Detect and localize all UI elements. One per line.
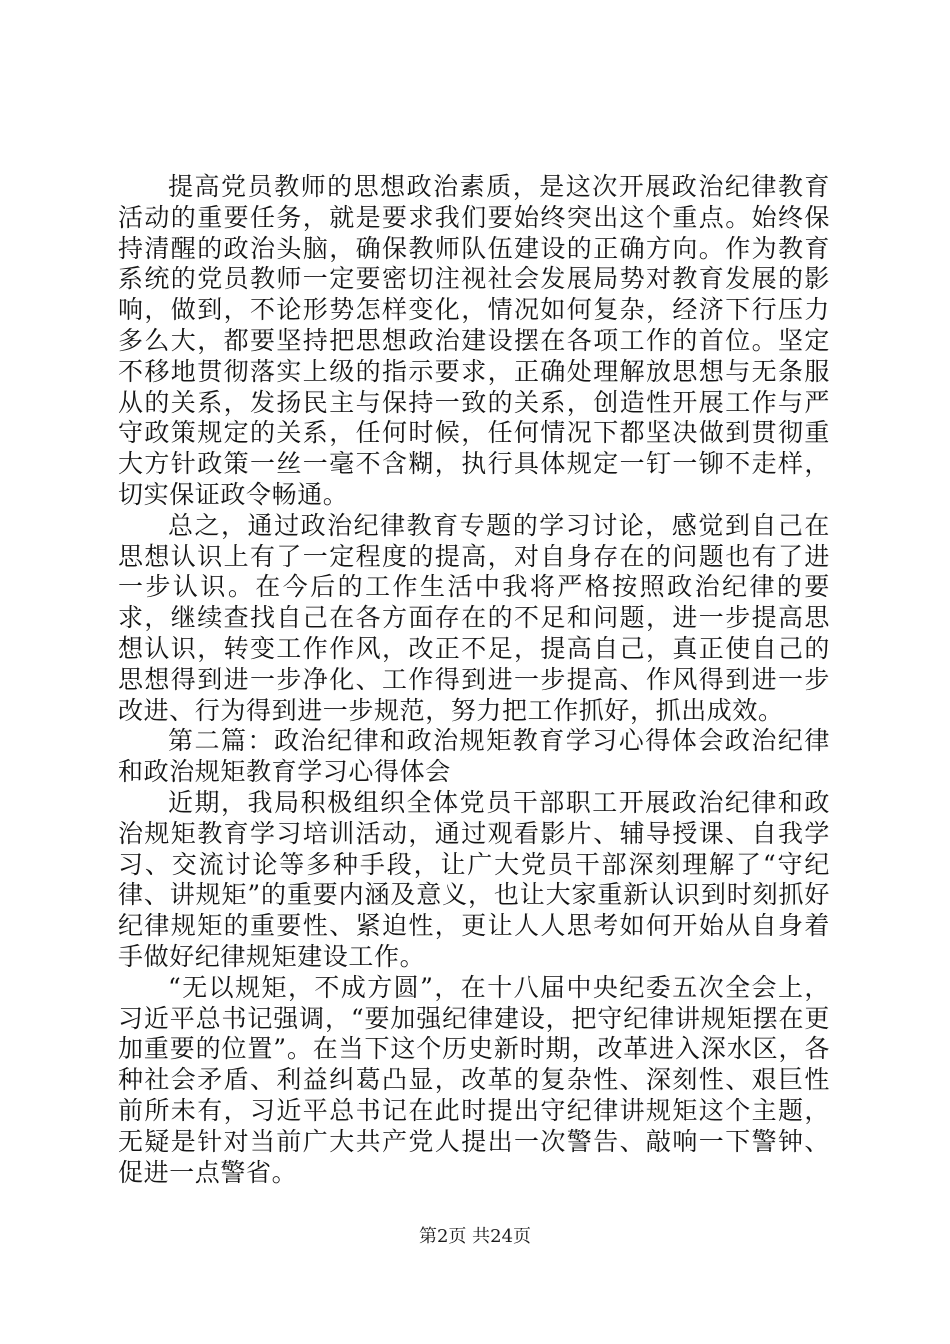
paragraph-1: 提高党员教师的思想政治素质，是这次开展政治纪律教育活动的重要任务，就是要求我们要始终突出这个重点。始终保持清醒的政治头脑，确保教师队伍建设的正确方向。作为教育系统的党员教师一定要密切注视社会发展局势对教育发展的影响，做到，不论形势怎样变化，情况如何复杂，经济下行压力多么大，都要坚持把思想政治建设摆在各项工作的首位。坚定不移地贯彻落实上级的指示要求，正确处理解放思想与无条服从的关系，发扬民主与保持一致的关系，创造性开展工作与严守政策规定的关系，任何时候，任何情况下都坚决做到贯彻重大方针政策一丝一毫不含糊，执行具体规定一钉一铆不走样，切实保证政令畅通。 <box>118 172 830 509</box>
document-body <box>118 172 830 1188</box>
section-heading-paragraph: 第二篇：政治纪律和政治规矩教育学习心得体会政治纪律和政治规矩教育学习心得体会 <box>118 726 830 787</box>
page-number-footer: 第2页 共24页 <box>418 1226 532 1247</box>
paragraph-2: 总之，通过政治纪律教育专题的学习讨论，感觉到自己在思想认识上有了一定程度的提高，对自身存在的问题也有了进一步认识。在今后的工作生活中我将严格按照政治纪律的要求，继续查找自己在各方面存在的不足和问题，进一步提高思想认识，转变工作作风，改正不足，提高自己，真正使自己的思想得到进一步净化、工作得到进一步提高、作风得到进一步改进、行为得到进一步规范，努力把工作抓好，抓出成效。 <box>118 510 830 725</box>
paragraph-5: “无以规矩，不成方圆”，在十八届中央纪委五次全会上，习近平总书记强调，“要加强纪律建设，把守纪律讲规矩摆在更加重要的位置”。在当下这个历史新时期，改革进入深水区，各种社会矛盾、利益纠葛凸显，改革的复杂性、深刻性、艰巨性前所未有，习近平总书记在此时提出守纪律讲规矩这个主题，无疑是针对当前广大共产党人提出一次警告、敲响一下警钟、促进一点警省。 <box>118 972 830 1187</box>
paragraph-4: 近期，我局积极组织全体党员干部职工开展政治纪律和政治规矩教育学习培训活动，通过观看影片、辅导授课、自我学习、交流讨论等多种手段，让广大党员干部深刻理解了“守纪律、讲规矩”的重要内涵及意义，也让大家重新认识到时刻抓好纪律规矩的重要性、紧迫性，更让人人思考如何开始从自身着手做好纪律规矩建设工作。 <box>118 787 830 971</box>
